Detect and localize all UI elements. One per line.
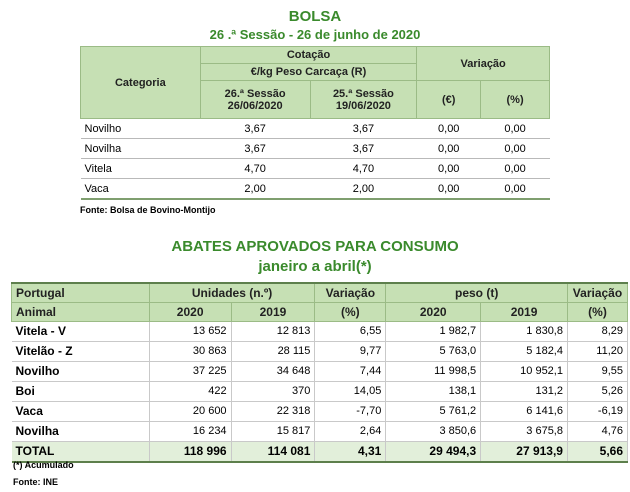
row-current: 2,00 [200,179,310,200]
header-peso: peso (t) [386,283,568,302]
row-category: Vaca [81,179,201,200]
total-label: TOTAL [12,441,150,462]
row-p2019: 3 675,8 [481,421,568,441]
row-p2020: 5 763,0 [386,341,481,361]
bolsa-source: Fonte: Bolsa de Bovino-Montijo [80,205,216,215]
header-u-pct: (%) [315,302,386,321]
abates-subtitle: janeiro a abril(*) [258,258,372,275]
bolsa-subtitle: 26 .ª Sessão - 26 de junho de 2020 [209,27,421,42]
row-p2020: 1 982,7 [386,321,481,341]
total-row [12,441,628,462]
row-p2020: 5 761,2 [386,401,481,421]
row-previous: 3,67 [310,139,417,159]
header-session-current [200,81,310,119]
row-var-pct: 0,00 [481,179,550,200]
header-var-eur: (€) [417,81,481,119]
row-u-var: -7,70 [315,401,386,421]
session-current-name: 26.ª Sessão [224,87,286,100]
row-current: 3,67 [200,119,310,139]
row-u2020: 30 863 [149,341,231,361]
row-p2020: 3 850,6 [386,421,481,441]
row-animal: Vaca [12,401,150,421]
row-u2020: 37 225 [149,361,231,381]
row-var-pct: 0,00 [481,159,550,179]
header-variacao-peso: Variação [567,283,627,302]
abates-note: (*) Acumulado [13,460,74,470]
header-categoria: Categoria [81,47,201,119]
row-u-var: 6,55 [315,321,386,341]
row-u-var: 7,44 [315,361,386,381]
row-animal: Vitela - V [12,321,150,341]
row-category: Novilha [81,139,201,159]
row-animal: Vitelão - Z [12,341,150,361]
header-variacao-unidades: Variação [315,283,386,302]
abates-source: Fonte: INE [13,477,58,487]
row-current: 4,70 [200,159,310,179]
row-u-var: 9,77 [315,341,386,361]
row-u2020: 20 600 [149,401,231,421]
table-row [12,341,628,361]
row-u2019: 22 318 [231,401,315,421]
header-p2020: 2020 [386,302,481,321]
header-animal: Animal [12,302,150,321]
row-current: 3,67 [200,139,310,159]
row-u2020: 422 [149,381,231,401]
table-row [81,159,550,179]
total-p2020: 29 494,3 [386,441,481,462]
session-prev-date: 19/06/2020 [335,99,391,112]
row-u2019: 15 817 [231,421,315,441]
row-var-eur: 0,00 [417,179,481,200]
row-animal: Novilho [12,361,150,381]
abates-title: ABATES APROVADOS PARA CONSUMO [171,238,459,255]
row-p-var: 5,26 [567,381,627,401]
row-category: Vitela [81,159,201,179]
table-row [12,381,628,401]
row-p2019: 1 830,8 [481,321,568,341]
row-var-pct: 0,00 [481,119,550,139]
row-previous: 4,70 [310,159,417,179]
row-p2019: 131,2 [481,381,568,401]
row-u2019: 28 115 [231,341,315,361]
table-row [12,401,628,421]
row-u-var: 2,64 [315,421,386,441]
total-u2020: 118 996 [149,441,231,462]
row-u-var: 14,05 [315,381,386,401]
row-previous: 3,67 [310,119,417,139]
row-u2020: 16 234 [149,421,231,441]
row-p2019: 5 182,4 [481,341,568,361]
row-p2019: 10 952,1 [481,361,568,381]
row-animal: Novilha [12,421,150,441]
row-category: Novilho [81,119,201,139]
table-row [12,361,628,381]
row-p2020: 138,1 [386,381,481,401]
header-cotacao: Cotação [200,47,417,64]
row-p-var: 9,55 [567,361,627,381]
row-animal: Boi [12,381,150,401]
table-row [81,139,550,159]
header-variacao: Variação [417,47,550,81]
header-portugal: Portugal [12,283,150,302]
header-p2019: 2019 [481,302,568,321]
header-session-prev [310,81,417,119]
header-unit: €/kg Peso Carcaça (R) [200,64,417,81]
bolsa-table [80,46,550,200]
row-p-var: 4,76 [567,421,627,441]
row-u2019: 370 [231,381,315,401]
header-unidades: Unidades (n.º) [149,283,315,302]
header-p-pct: (%) [567,302,627,321]
table-row [81,119,550,139]
row-u2019: 34 648 [231,361,315,381]
row-p2019: 6 141,6 [481,401,568,421]
row-u2020: 13 652 [149,321,231,341]
row-var-eur: 0,00 [417,159,481,179]
total-p2019: 27 913,9 [481,441,568,462]
header-var-pct: (%) [481,81,550,119]
row-var-pct: 0,00 [481,139,550,159]
row-u2019: 12 813 [231,321,315,341]
table-row [12,421,628,441]
bolsa-title: BOLSA [288,8,342,25]
row-previous: 2,00 [310,179,417,200]
abates-table [11,282,628,463]
row-p2020: 11 998,5 [386,361,481,381]
header-u2020: 2020 [149,302,231,321]
total-p-var: 5,66 [567,441,627,462]
row-var-eur: 0,00 [417,119,481,139]
total-u2019: 114 081 [231,441,315,462]
table-row [12,321,628,341]
table-row [81,179,550,200]
row-p-var: 11,20 [567,341,627,361]
session-prev-name: 25.ª Sessão [332,87,394,100]
row-p-var: -6,19 [567,401,627,421]
row-var-eur: 0,00 [417,139,481,159]
session-current-date: 26/06/2020 [227,99,283,112]
row-p-var: 8,29 [567,321,627,341]
header-u2019: 2019 [231,302,315,321]
total-u-var: 4,31 [315,441,386,462]
